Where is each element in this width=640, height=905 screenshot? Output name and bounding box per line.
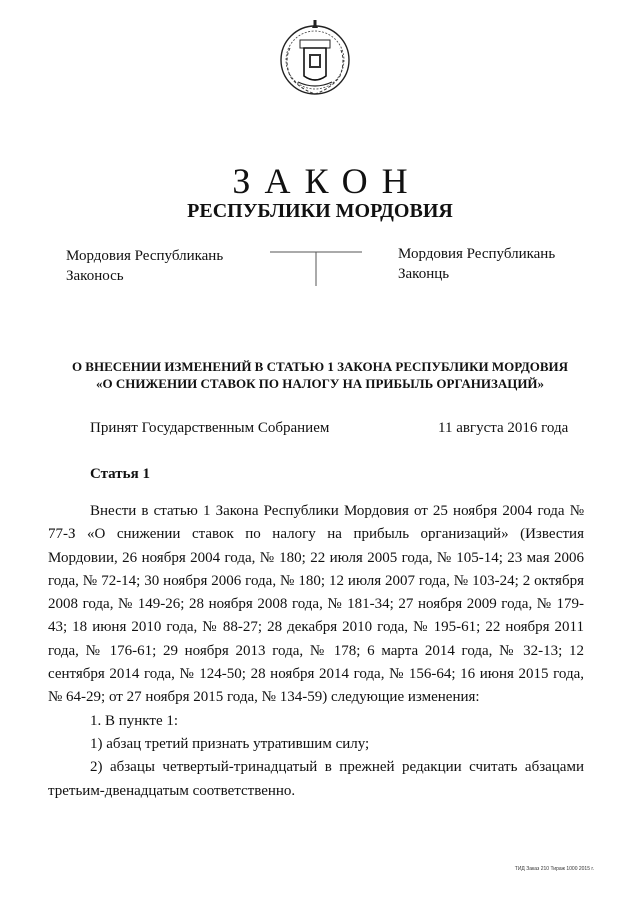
document-title: ЗАКОН [232, 161, 422, 201]
erzya-heading-line-1: Мордовия Республикань [398, 246, 556, 262]
article-paragraph: 2) абзацы четвертый-тринадцатый в прежней редакции считать абзацами третьим-двенадцатым соответственно. [48, 759, 584, 799]
coat-of-arms-emblem [276, 18, 354, 100]
adopted-by: Принят Государственным Собранием [90, 420, 330, 436]
article-body [48, 500, 584, 803]
moksha-heading-line-2: Законось [66, 268, 124, 284]
article-paragraph: Внести в статью 1 Закона Республики Мордовия от 25 ноября 2004 года № 77-З «О снижении ставок по налогу на прибыль организаций» (Известия Мордовии, 26 ноября 2004 года, № 180; 22 июля 2005 года, № 105-14; 23 мая 2006 года, № 72-14; 30 ноября 2006 года, № 180; 12 июля 2007 года, № 103-24; 2 октября 2008 года, № 149-26; 28 ноября 2008 года, № 181-34; 27 ноября 2009 года, № 179-43; 18 июня 2010 года, № 88-27; 28 декабря 2010 года, № 195-61; 22 ноября 2011 года, № 176-61; 29 ноября 2013 года, № 178; 6 марта 2014 года, № 32-13; 12 сентября 2014 года, № 124-50; 28 ноября 2014 года, № 156-64; 16 июня 2015 года, № 64-29; от 27 ноября 2015 года, № 134-59) следующие изменения: [48, 503, 584, 706]
print-mark: ТИД Заказ 210 Тираж 1000 2015 г. [514, 866, 594, 872]
adopted-date: 11 августа 2016 года [438, 420, 569, 436]
moksha-heading-line-1: Мордовия Республикань [66, 248, 224, 264]
erzya-heading [398, 244, 555, 284]
document-subtitle: РЕСПУБЛИКИ МОРДОВИЯ [187, 200, 453, 222]
erzya-heading-line-2: Законць [398, 266, 450, 282]
article-paragraph: 1) абзац третий признать утратившим силу; [90, 735, 370, 752]
law-name-line-2: «О СНИЖЕНИИ СТАВОК ПО НАЛОГУ НА ПРИБЫЛЬ ОРГАНИЗАЦИЙ» [95, 376, 545, 391]
article-title: Статья 1 [90, 466, 150, 482]
law-name-line-1: О ВНЕСЕНИИ ИЗМЕНЕНИЙ В СТАТЬЮ 1 ЗАКОНА РЕСПУБЛИКИ МОРДОВИЯ [71, 359, 569, 374]
article-paragraph: 1. В пункте 1: [90, 712, 179, 729]
header-separator [266, 244, 366, 290]
law-name [40, 358, 600, 392]
moksha-heading [66, 246, 223, 286]
